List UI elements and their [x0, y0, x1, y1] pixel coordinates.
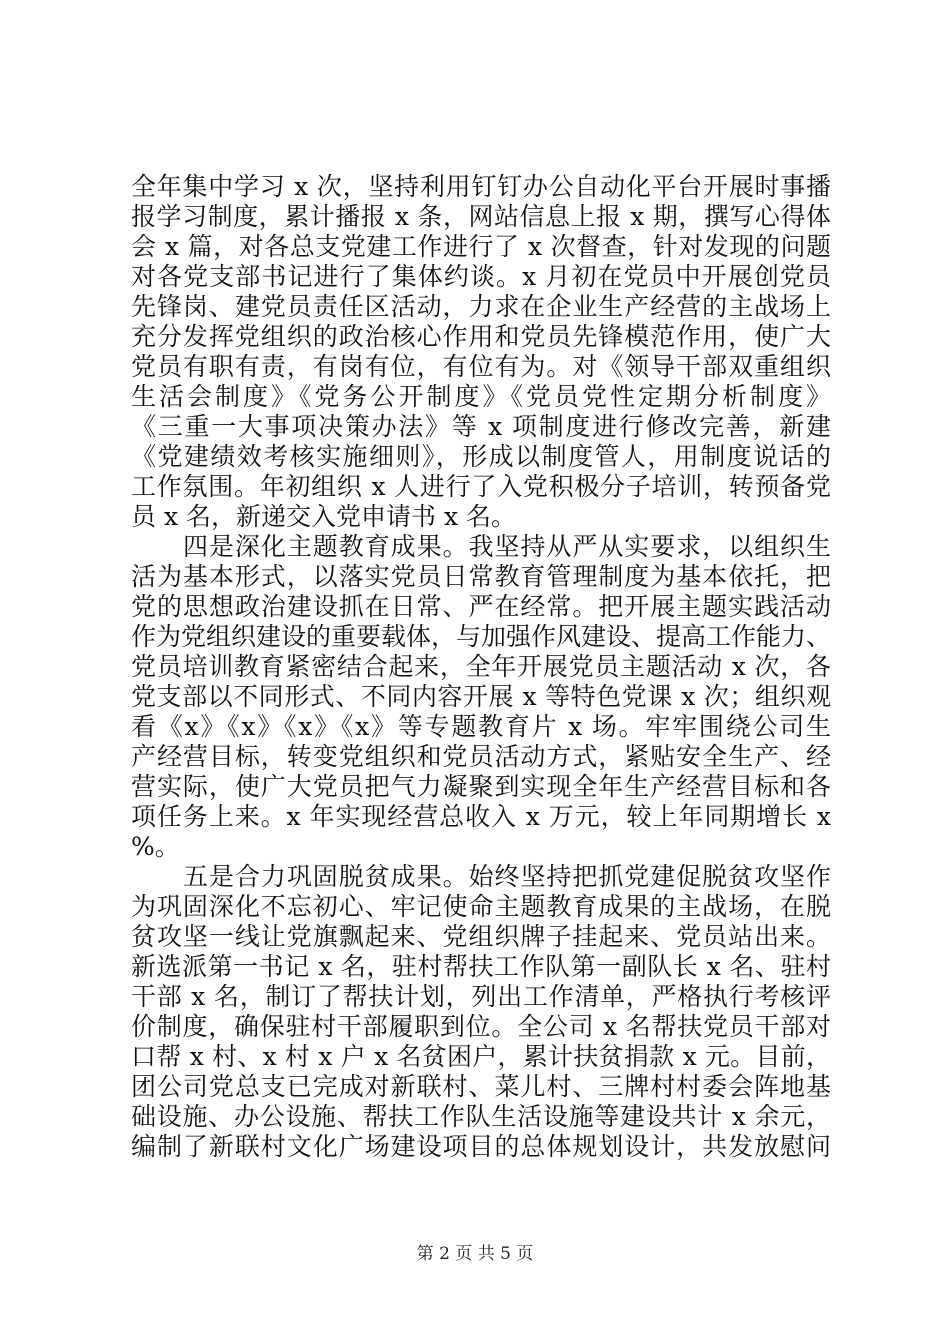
text-line: 生活会制度》《党务公开制度》《党员党性定期分析制度》 [131, 382, 831, 411]
text-line: 口帮 x 村、x 村 x 户 x 名贫困户，累计扶贫捐款 x 元。目前， [131, 1042, 831, 1071]
text-line: 党支部以不同形式、不同内容开展 x 等特色党课 x 次；组织观 [131, 682, 831, 711]
text-line: 党员有职有责，有岗有位，有位有为。对《领导干部双重组织 [131, 352, 831, 381]
text-line: 会 x 篇，对各总支党建工作进行了 x 次督查，针对发现的问题 [131, 232, 831, 261]
text-line: 党员培训教育紧密结合起来，全年开展党员主题活动 x 次，各 [131, 652, 831, 681]
text-line: 四是深化主题教育成果。我坚持从严从实要求，以组织生 [183, 532, 831, 561]
text-line: 员 x 名，新递交入党申请书 x 名。 [131, 502, 516, 531]
text-line: 党的思想政治建设抓在日常、严在经常。把开展主题实践活动 [131, 592, 831, 621]
text-line: 产经营目标，转变党组织和党员活动方式，紧贴安全生产、经 [131, 742, 831, 771]
text-line: 新选派第一书记 x 名，驻村帮扶工作队第一副队长 x 名、驻村 [131, 952, 831, 981]
text-line: 《党建绩效考核实施细则》，形成以制度管人，用制度说话的 [131, 442, 831, 471]
text-line: 充分发挥党组织的政治核心作用和党员先锋模范作用，使广大 [131, 322, 831, 351]
text-line: 贫攻坚一线让党旗飘起来、党组织牌子挂起来、党员站出来。 [131, 922, 831, 951]
text-line: 价制度，确保驻村干部履职到位。全公司 x 名帮扶党员干部对 [131, 1012, 831, 1041]
text-line: 《三重一大事项决策办法》等 x 项制度进行修改完善，新建 [131, 412, 831, 441]
text-line: 作为党组织建设的重要载体，与加强作风建设、提高工作能力、 [131, 622, 831, 651]
text-line: 看《x》《x》《x》《x》等专题教育片 x 场。牢牢围绕公司生 [131, 712, 831, 741]
document-body [131, 172, 831, 1162]
text-line: 为巩固深化不忘初心、牢记使命主题教育成果的主战场，在脱 [131, 892, 831, 921]
text-line: 工作氛围。年初组织 x 人进行了入党积极分子培训，转预备党 [131, 472, 831, 501]
text-line: 报学习制度，累计播报 x 条，网站信息上报 x 期，撰写心得体 [131, 202, 831, 231]
page-footer: 第 2 页 共 5 页 [416, 1244, 534, 1264]
text-line: 五是合力巩固脱贫成果。始终坚持把抓党建促脱贫攻坚作 [183, 862, 831, 891]
text-line: 营实际，使广大党员把气力凝聚到实现全年生产经营目标和各 [131, 772, 831, 801]
text-line: 活为基本形式，以落实党员日常教育管理制度为基本依托，把 [131, 562, 831, 591]
text-line: 先锋岗、建党员责任区活动，力求在企业生产经营的主战场上 [131, 292, 831, 321]
text-line: 全年集中学习 x 次，坚持利用钉钉办公自动化平台开展时事播 [131, 172, 831, 201]
text-line: 对各党支部书记进行了集体约谈。x 月初在党员中开展创党员 [131, 262, 831, 291]
text-line: 编制了新联村文化广场建设项目的总体规划设计，共发放慰问 [131, 1132, 831, 1161]
text-line: 干部 x 名，制订了帮扶计划，列出工作清单，严格执行考核评 [131, 982, 831, 1011]
text-line: 础设施、办公设施、帮扶工作队生活设施等建设共计 x 余元， [131, 1102, 831, 1131]
text-line: 团公司党总支已完成对新联村、菜儿村、三牌村村委会阵地基 [131, 1072, 831, 1101]
text-line: %。 [131, 832, 180, 861]
text-line: 项任务上来。x 年实现经营总收入 x 万元，较上年同期增长 x [131, 802, 831, 831]
